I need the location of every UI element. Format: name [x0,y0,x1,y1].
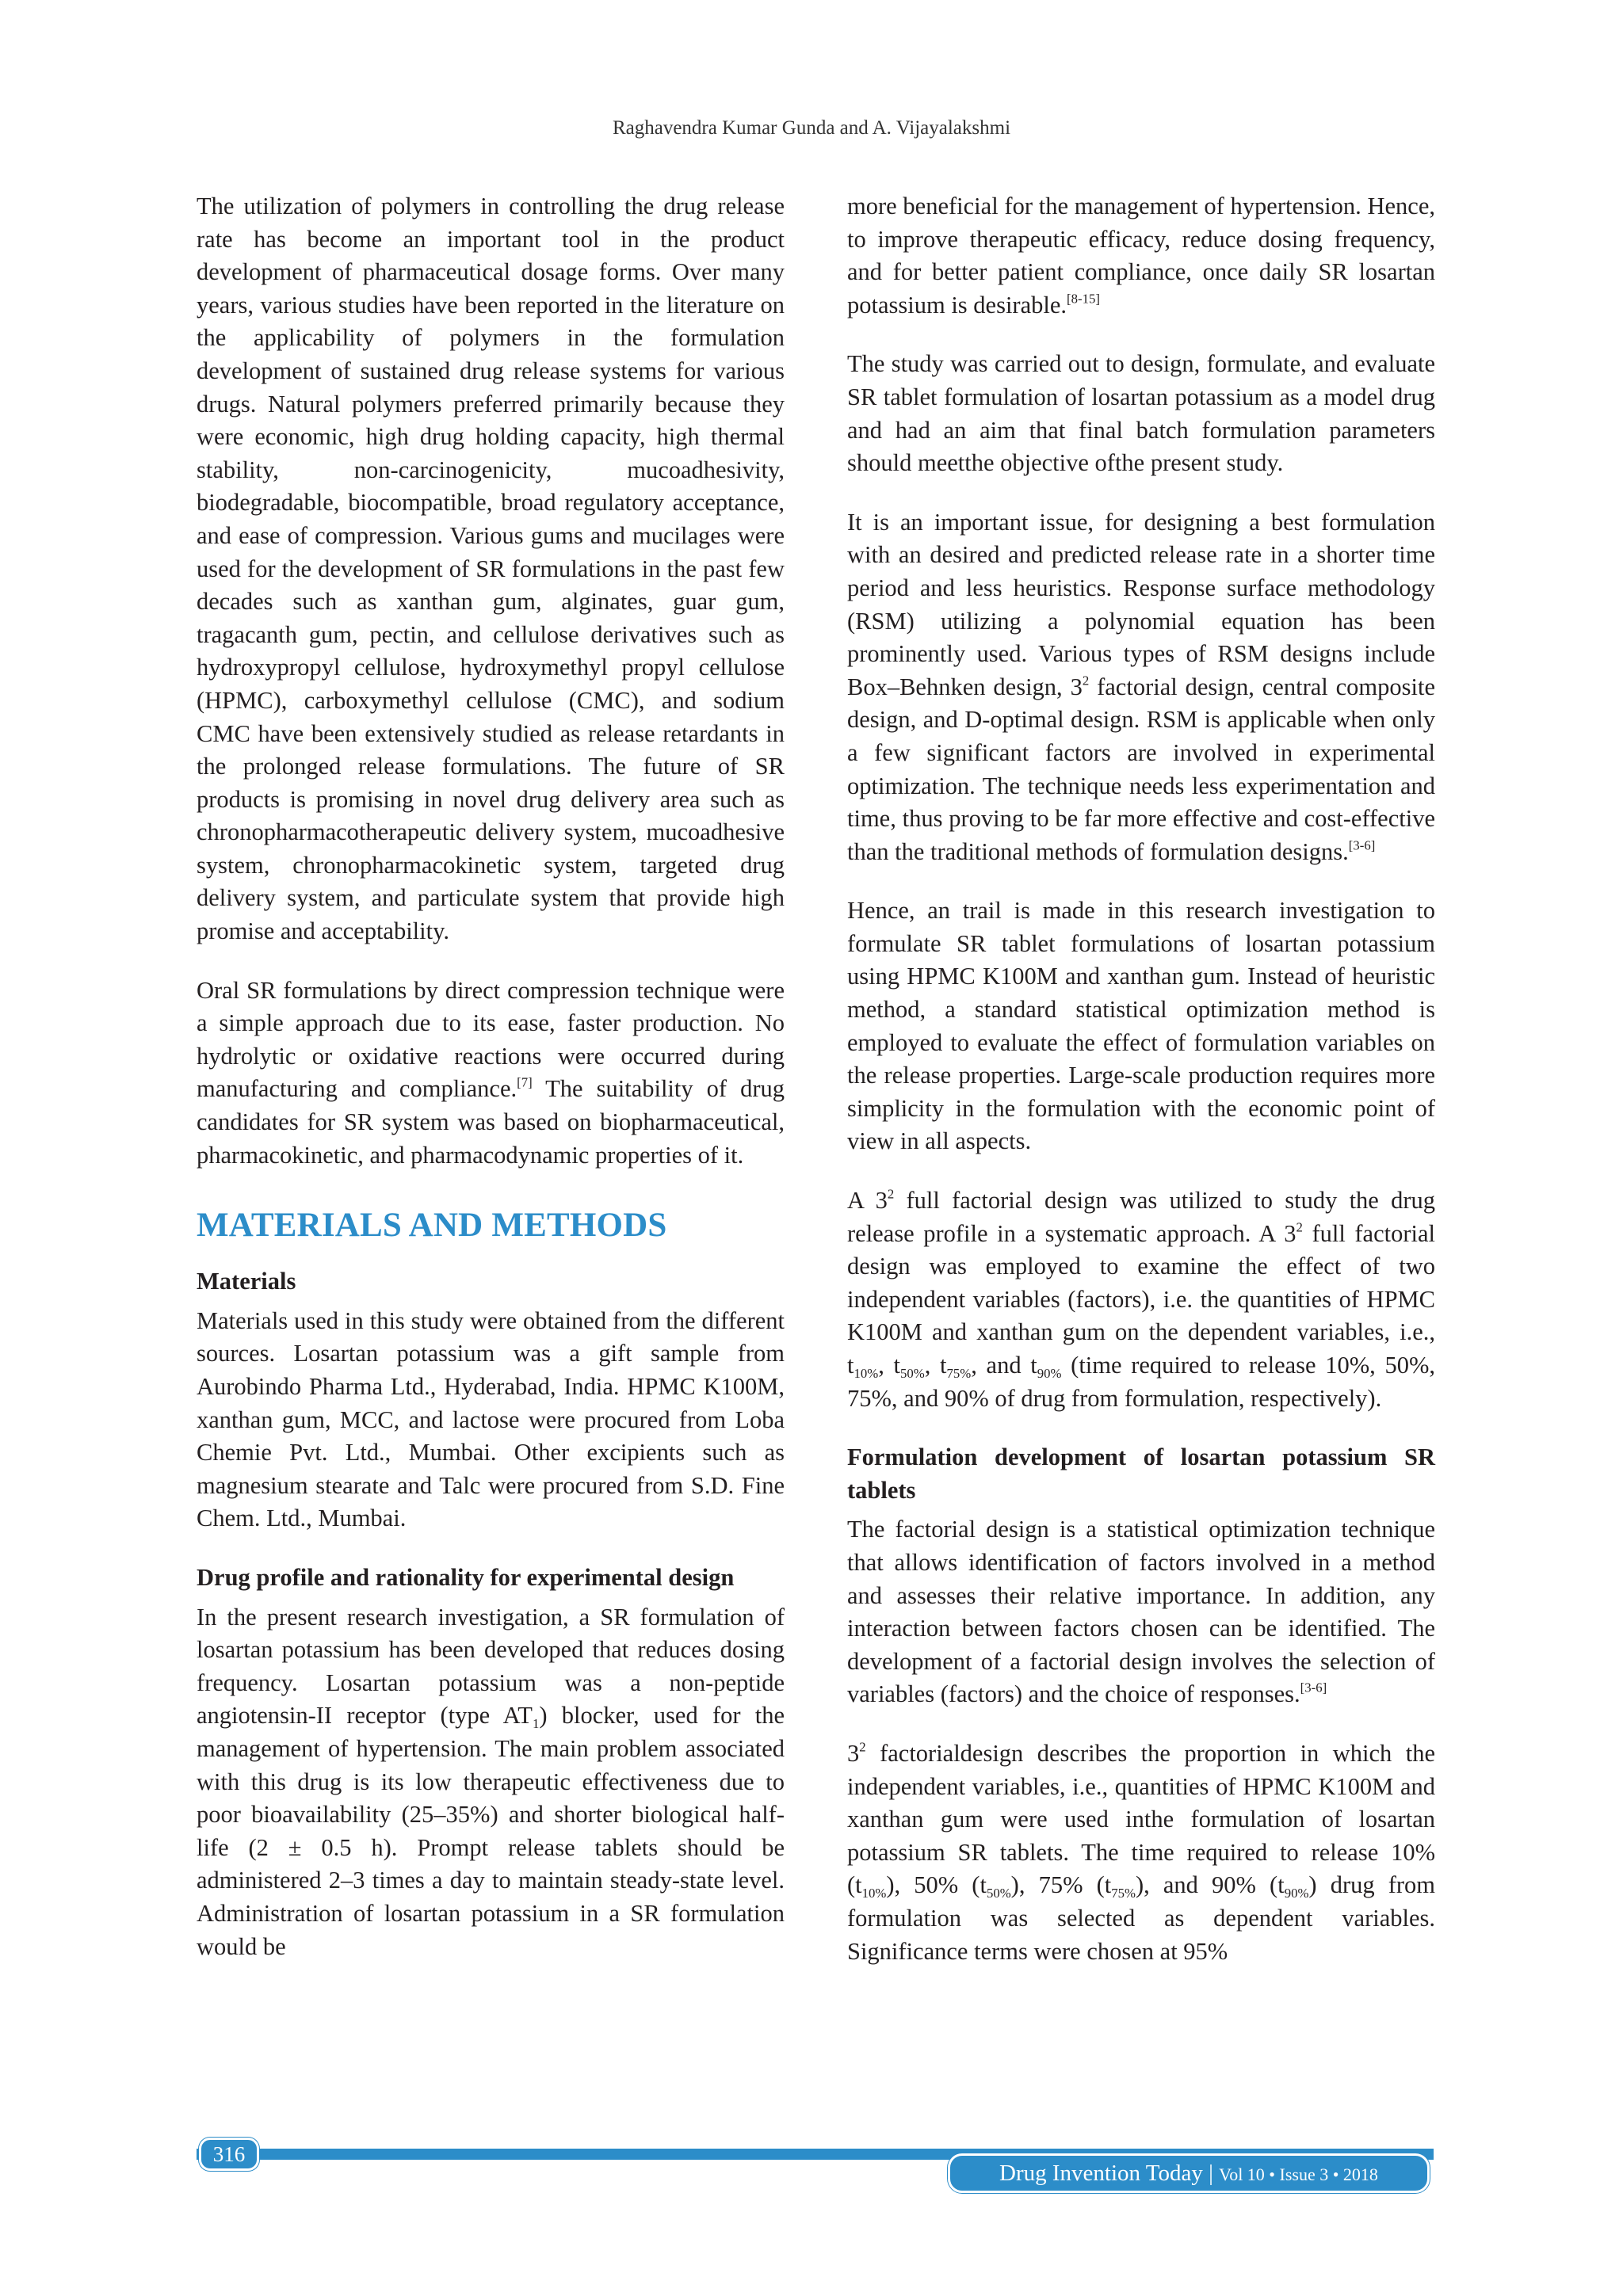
journal-name: Drug Invention Today [999,2161,1203,2186]
citation: [3-6] [1300,1680,1327,1695]
citation: [7] [517,1074,533,1090]
study-aim-paragraph: The study was carried out to design, formulate, and evaluate SR tablet formulation of losartan potassium as a model drug and had an aim that final batch formulation parameters should meetthe objective ofthe present study. [847,350,1435,477]
rsm-paragraph: It is an important issue, for designing a best formulation with an desired and predicted release rate in a shorter time period and less heuristics. Response surface methodology (RSM) utilizing a polynomial equation has been prominently used. Various types of RSM designs include Box–Behnken design, $3^2$ factorial design, central composite design, and D-optimal design. RSM is applicable when only a few significant factors are involved in experimental optimization. The technique needs less experimentation and time, thus proving to be far more effective and cost-effective than the traditional methods of formulation designs.[3-6] [847,508,1435,865]
citation: [8-15] [1067,291,1100,307]
formulation-paragraph: The factorial design is a statistical optimization technique that allows identification of factors involved in a method and assesses their relative importance. In addition, any interaction between factors chosen can be identified. The development of a factorial design involves the selection of variables (factors) and the choice of responses.[3-6] [847,1516,1435,1708]
right-column [847,190,1435,1994]
factorial-paragraph: A $3^2$ full factorial design was utilized to study the drug release profile in a systematic approach. A $3^2$ full factorial design was employed to examine the effect of two independent variables (factors), i.e. the quantities of HPMC K100M and xanthan gum on the dependent variables, i.e., $t_{10\%}$, $t_{50\%}$, $t_{75\%}$, and $t_{90\%}$ (time required to release 10%, 50%, 75%, and 90% of drug from formulation, respectively). [847,1186,1435,1412]
investigation-paragraph: Hence, an trail is made in this research investigation to formulate SR tablet formulations of losartan potassium using HPMC K100M and xanthan gum. Instead of heuristic method, a standard statistical optimization method is employed to evaluate the effect of formulation variables on the release properties. Large-scale production requires more simplicity in the formulation with the economic point of view in all aspects. [847,897,1435,1155]
oral-sr-paragraph: Oral SR formulations by direct compression technique were a simple approach due to its ease, faster production. No hydrolytic or oxidative reactions were occurred during manufacturing and compliance.[7] The suitability of drug candidates for SR system was based on biopharmaceutical, pharmacokinetic, and pharmacodynamic properties of it. [197,976,785,1169]
materials-heading: Materials [197,1268,296,1295]
section-heading: MATERIALS AND METHODS [197,1207,667,1245]
intro-paragraph: The utilization of polymers in controlling the drug release rate has become an important tool in the product development of pharmaceutical dosage forms. Over many years, various studies have been reported in the literature on the applicability of polymers in the formulation development of sustained drug release systems for various drugs. Natural polymers preferred primarily because they were economic, high drug holding capacity, high thermal stability, non-carcinogenicity, mucoadhesivity, biodegradable, biocompatible, broad regulatory acceptance, and ease of compression. Various gums and mucilages were used for the development of SR formulations in the past few decades such as xanthan gum, alginates, guar gum, tragacanth gum, pectin, and cellulose derivatives such as hydroxypropyl cellulose, hydroxymethyl propyl cellulose (HPMC), carboxymethyl cellulose (CMC), and sodium CMC have been extensively studied as release retardants in the prolonged release formulations. The future of SR products is promising in novel drug delivery area such as chronopharmacotherapeutic delivery system, mucoadhesive system, chronopharmacokinetic system, targeted drug delivery system, and particulate system that provide high promise and acceptability. [197,193,785,945]
left-column [197,190,785,1989]
journal-issue: Vol 10 • Issue 3 • 2018 [1219,2164,1378,2184]
materials-paragraph: Materials used in this study were obtained from the different sources. Losartan potassium was a gift sample from Aurobindo Pharma Ltd., Hyderabad, India. HPMC K100M, xanthan gum, MCC, and lactose were procured from Loba Chemie Pvt. Ltd., Mumbai. Other excipients such as magnesium stearate and Talc were procured from S.D. Fine Chem. Ltd., Mumbai. [197,1306,785,1532]
journal-footer: Drug Invention Today | Vol 10 • Issue 3 • 2018 [948,2153,1430,2193]
drug-profile-paragraph: In the present research investigation, a SR formulation of losartan potassium has been developed that reduces dosing frequency. Losartan potassium was a non-peptide angiotensin-II receptor (type $AT_1$) blocker, used for the management of hypertension. The main problem associated with this drug is its low therapeutic effectiveness due to poor bioavailability (25–35%) and shorter biological half-life (2 ± 0.5 h). Prompt release tablets should be administered 2–3 times a day to maintain steady-state level. Administration of losartan potassium in a SR formulation would be [197,1603,785,1960]
citation: [3-6] [1348,837,1376,853]
design-paragraph: $3^2$ factorialdesign describes the proportion in which the independent variables, i.e., quantities of HPMC K100M and xanthan gum were used inthe formulation of losartan potassium SR tablets. The time required to release 10% $(t_{10\%})$, 50% $(t_{50\%})$, 75% $(t_{75\%})$, and 90% $(t_{90\%})$ drug from formulation was selected as dependent variables. Significance terms were chosen at 95% [847,1739,1436,1965]
formulation-heading: Formulation development of losartan potassium SR tablets [847,1444,1435,1504]
running-head: Raghavendra Kumar Gunda and A. Vijayalakshmi [612,117,1011,139]
continued-paragraph: more beneficial for the management of hypertension. Hence, to improve therapeutic efficacy, reduce dosing frequency, and for better patient compliance, once daily SR losartan potassium is desirable.[8-15] [847,193,1435,318]
page-number: 316 [199,2138,259,2171]
drug-profile-heading: Drug profile and rationality for experimental design [197,1563,735,1591]
